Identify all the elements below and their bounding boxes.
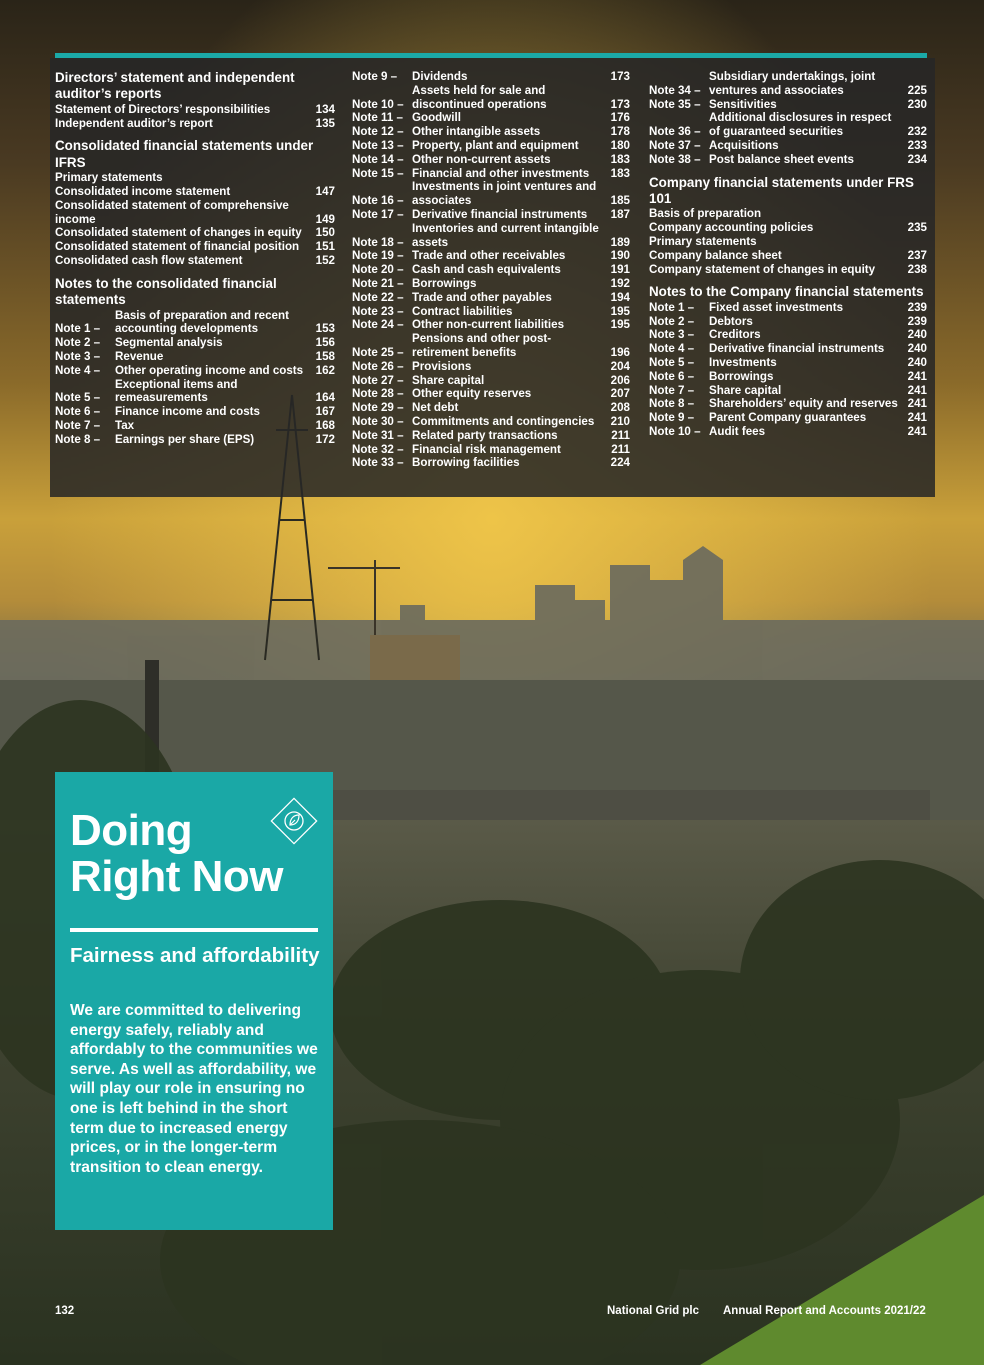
toc-entry-title: Investments in joint ventures and associates bbox=[412, 180, 597, 208]
toc-note-label: Note 36 – bbox=[649, 125, 701, 139]
toc-note-label: Note 24 – bbox=[352, 318, 404, 332]
toc-entry-title: Goodwill bbox=[412, 111, 461, 125]
toc-entry-title: Independent auditor’s report bbox=[55, 116, 213, 130]
toc-note-label: Note 1 – bbox=[649, 300, 695, 314]
toc-column-2 bbox=[352, 70, 630, 470]
toc-entry-title: Exceptional items and remeasurements bbox=[115, 377, 238, 405]
toc-entry-title: Acquisitions bbox=[709, 138, 779, 152]
toc-entry-title: Other equity reserves bbox=[412, 387, 532, 401]
toc-entry-title: Subsidiary undertakings, joint ventures and associates bbox=[709, 70, 876, 97]
toc-entry-title: Dividends bbox=[412, 70, 468, 83]
toc-note-label: Note 22 – bbox=[352, 290, 404, 304]
toc-note-label: Note 7 – bbox=[649, 383, 695, 397]
toc-page-number: 224 bbox=[610, 456, 630, 470]
toc-entry[interactable] bbox=[649, 263, 927, 277]
toc-entry-title: Borrowings bbox=[709, 369, 774, 383]
toc-section-heading: Notes to the consolidated financial statements bbox=[55, 275, 277, 308]
toc-entry-title: Share capital bbox=[709, 383, 782, 397]
toc-entry[interactable] bbox=[649, 249, 927, 263]
toc-page-number: 185 bbox=[610, 194, 630, 208]
panel-title bbox=[70, 808, 283, 900]
toc-note-entry[interactable] bbox=[55, 364, 335, 378]
toc-entry-title: Borrowings bbox=[412, 276, 477, 290]
toc-page-number: 241 bbox=[907, 397, 927, 411]
toc-note-label: Note 5 – bbox=[649, 355, 695, 369]
panel-divider bbox=[70, 928, 318, 932]
toc-section-heading: Notes to the Company financial statements bbox=[649, 284, 924, 300]
toc-section-heading: Company financial statements under FRS 101 bbox=[649, 174, 914, 206]
toc-note-label: Note 8 – bbox=[55, 432, 101, 446]
toc-entry-title: Trade and other payables bbox=[412, 290, 552, 304]
toc-note-label: Note 34 – bbox=[649, 83, 701, 97]
toc-note-entry[interactable] bbox=[649, 301, 927, 315]
toc-entry-title: Derivative financial instruments bbox=[709, 342, 885, 356]
toc-entry-title: Consolidated income statement bbox=[55, 185, 231, 199]
toc-note-entry[interactable] bbox=[352, 374, 630, 388]
toc-entry-title: Other non-current assets bbox=[412, 152, 551, 166]
toc-page-number: 239 bbox=[907, 300, 927, 314]
toc-note-entry[interactable] bbox=[649, 370, 927, 384]
toc-note-entry[interactable] bbox=[352, 401, 630, 415]
toc-entry[interactable] bbox=[55, 199, 335, 227]
toc-entry-title: Property, plant and equipment bbox=[412, 138, 579, 152]
panel-title-line-2: Right Now bbox=[70, 852, 284, 901]
toc-note-entry[interactable] bbox=[649, 98, 927, 112]
toc-note-label: Note 32 – bbox=[352, 442, 404, 456]
toc-note-label: Note 20 – bbox=[352, 263, 404, 277]
toc-page-number: 234 bbox=[907, 152, 927, 166]
toc-entry-title: Consolidated cash flow statement bbox=[55, 254, 243, 267]
toc-entry[interactable] bbox=[649, 207, 927, 221]
toc-page-number: 195 bbox=[610, 304, 630, 318]
toc-page-number: 189 bbox=[610, 235, 630, 249]
toc-note-label: Note 29 – bbox=[352, 401, 404, 415]
toc-page-number: 183 bbox=[610, 152, 630, 166]
toc-page-number: 135 bbox=[315, 116, 335, 130]
toc-page-number: 239 bbox=[907, 314, 927, 328]
toc-page-number: 178 bbox=[610, 125, 630, 139]
toc-note-entry[interactable] bbox=[649, 139, 927, 153]
toc-note-entry[interactable] bbox=[352, 456, 630, 470]
toc-entry-title: Investments bbox=[709, 355, 777, 369]
toc-column-3 bbox=[649, 70, 927, 439]
toc-entry-title: Creditors bbox=[709, 328, 761, 342]
toc-note-entry[interactable] bbox=[649, 425, 927, 439]
footer-company: National Grid plc bbox=[607, 1305, 700, 1317]
toc-column-1 bbox=[55, 70, 335, 447]
toc-note-entry[interactable] bbox=[352, 291, 630, 305]
toc-note-label: Note 28 – bbox=[352, 387, 404, 401]
toc-note-entry[interactable] bbox=[352, 387, 630, 401]
toc-entry-title: Debtors bbox=[709, 314, 753, 328]
toc-page-number: 237 bbox=[907, 248, 927, 262]
toc-note-entry[interactable] bbox=[352, 443, 630, 457]
toc-page-number: 225 bbox=[907, 83, 927, 97]
toc-entry-title: Company balance sheet bbox=[649, 248, 782, 262]
toc-note-label: Note 10 – bbox=[649, 424, 701, 438]
toc-section-heading: Directors’ statement and independent auditor’s reports bbox=[55, 70, 295, 102]
toc-note-entry[interactable] bbox=[55, 405, 335, 419]
toc-note-label: Note 25 – bbox=[352, 345, 404, 359]
toc-note-label: Note 6 – bbox=[649, 369, 695, 383]
toc-page-number: 233 bbox=[907, 138, 927, 152]
toc-entry-title: Cash and cash equivalents bbox=[412, 263, 561, 277]
toc-entry-title: Other operating income and costs bbox=[115, 363, 304, 377]
toc-note-label: Note 18 – bbox=[352, 235, 404, 249]
toc-entry-title: Assets held for sale and discontinued operations bbox=[412, 83, 547, 111]
toc-entry-title: Pensions and other post-retirement benefits bbox=[412, 332, 552, 359]
toc-page-number: 191 bbox=[610, 263, 630, 277]
toc-note-entry[interactable] bbox=[352, 180, 630, 208]
toc-note-label: Note 10 – bbox=[352, 97, 404, 111]
toc-page-number: 149 bbox=[315, 212, 335, 226]
toc-note-entry[interactable] bbox=[649, 397, 927, 411]
toc-note-label: Note 27 – bbox=[352, 373, 404, 387]
toc-note-entry[interactable] bbox=[352, 318, 630, 332]
toc-entry-title: Parent Company guarantees bbox=[709, 411, 867, 425]
toc-entry[interactable] bbox=[55, 226, 335, 240]
toc-entry-title: Financial risk management bbox=[412, 442, 561, 456]
toc-page-number: 158 bbox=[315, 350, 335, 363]
toc-entry-title: Share capital bbox=[412, 373, 485, 387]
toc-page-number: 190 bbox=[610, 249, 630, 263]
toc-note-label: Note 8 – bbox=[649, 397, 695, 411]
toc-page-number: 187 bbox=[610, 207, 630, 221]
toc-section-heading: Consolidated financial statements under IFRS bbox=[55, 138, 314, 170]
toc-page-number: 235 bbox=[907, 221, 927, 235]
toc-note-entry[interactable] bbox=[352, 263, 630, 277]
toc-page-number: 196 bbox=[610, 345, 630, 359]
toc-note-entry[interactable] bbox=[649, 411, 927, 425]
toc-entry-title: Company accounting policies bbox=[649, 221, 814, 235]
toc-note-entry[interactable] bbox=[649, 384, 927, 398]
toc-page-number: 150 bbox=[315, 226, 335, 240]
toc-note-label: Note 16 – bbox=[352, 194, 404, 208]
toc-entry-title: Derivative financial instruments bbox=[412, 207, 588, 221]
panel-subtitle: Fairness and affordability bbox=[70, 944, 320, 967]
toc-page-number: 241 bbox=[907, 383, 927, 397]
toc-entry-title: Provisions bbox=[412, 359, 472, 373]
toc-note-label: Note 37 – bbox=[649, 138, 701, 152]
toc-note-label: Note 3 – bbox=[649, 328, 695, 342]
toc-note-entry[interactable] bbox=[649, 356, 927, 370]
toc-note-entry[interactable] bbox=[352, 84, 630, 112]
toc-note-label: Note 7 – bbox=[55, 418, 101, 432]
toc-entry[interactable] bbox=[55, 254, 335, 268]
toc-entry[interactable] bbox=[649, 221, 927, 235]
toc-note-entry[interactable] bbox=[352, 139, 630, 153]
toc-note-label: Note 2 – bbox=[55, 336, 101, 350]
toc-note-label: Note 3 – bbox=[55, 350, 101, 363]
toc-note-entry[interactable] bbox=[649, 342, 927, 356]
page-number: 132 bbox=[55, 1305, 75, 1317]
toc-page-number: 162 bbox=[315, 363, 335, 377]
toc-page-number: 180 bbox=[610, 138, 630, 152]
toc-entry-title: Other non-current liabilities bbox=[412, 318, 565, 332]
toc-note-entry[interactable] bbox=[55, 336, 335, 350]
toc-page-number: 194 bbox=[610, 290, 630, 304]
toc-page-number: 147 bbox=[315, 185, 335, 199]
toc-note-entry[interactable] bbox=[352, 153, 630, 167]
toc-page-number: 207 bbox=[610, 387, 630, 401]
toc-note-label: Note 4 – bbox=[649, 342, 695, 356]
toc-note-label: Note 15 – bbox=[352, 166, 404, 180]
toc-note-entry[interactable] bbox=[352, 332, 630, 360]
toc-note-entry[interactable] bbox=[55, 309, 335, 337]
toc-note-entry[interactable] bbox=[649, 315, 927, 329]
toc-entry[interactable] bbox=[55, 117, 335, 131]
toc-note-entry[interactable] bbox=[649, 111, 927, 139]
toc-note-label: Note 12 – bbox=[352, 125, 404, 139]
doing-right-now-panel bbox=[55, 772, 333, 1230]
panel-title-line-1: Doing bbox=[70, 806, 193, 855]
toc-note-entry[interactable] bbox=[352, 249, 630, 263]
toc-note-label: Note 38 – bbox=[649, 152, 701, 166]
toc-page-number: 211 bbox=[611, 442, 630, 456]
toc-note-entry[interactable] bbox=[55, 433, 335, 447]
toc-note-label: Note 9 – bbox=[352, 70, 398, 83]
toc-page-number: 156 bbox=[315, 336, 335, 350]
toc-entry-title: Segmental analysis bbox=[115, 336, 223, 350]
toc-entry-title: Other intangible assets bbox=[412, 125, 541, 139]
toc-entry-title: Basis of preparation bbox=[649, 207, 762, 221]
toc-page-number: 164 bbox=[315, 391, 335, 405]
toc-note-entry[interactable] bbox=[352, 70, 630, 84]
toc-page-number: 172 bbox=[315, 432, 335, 446]
toc-page-number: 232 bbox=[907, 125, 927, 139]
toc-entry-title: Contract liabilities bbox=[412, 304, 513, 318]
toc-entry[interactable] bbox=[55, 185, 335, 199]
toc-entry-title: Commitments and contingencies bbox=[412, 414, 595, 428]
toc-entry[interactable] bbox=[55, 240, 335, 254]
toc-note-label: Note 9 – bbox=[649, 411, 695, 425]
toc-entry-title: Statement of Directors’ responsibilities bbox=[55, 102, 271, 116]
toc-page-number: 134 bbox=[315, 102, 335, 116]
toc-note-label: Note 6 – bbox=[55, 405, 101, 419]
toc-entry-title: Net debt bbox=[412, 401, 459, 415]
toc-note-label: Note 1 – bbox=[55, 322, 101, 336]
toc-note-entry[interactable] bbox=[55, 350, 335, 364]
toc-note-entry[interactable] bbox=[352, 111, 630, 125]
toc-note-label: Note 23 – bbox=[352, 304, 404, 318]
toc-note-label: Note 14 – bbox=[352, 152, 404, 166]
toc-page-number: 204 bbox=[610, 359, 630, 373]
toc-entry-title: Primary statements bbox=[55, 171, 163, 185]
toc-page-number: 195 bbox=[610, 318, 630, 332]
toc-page-number: 230 bbox=[907, 97, 927, 111]
toc-entry-title: Audit fees bbox=[709, 424, 766, 438]
toc-note-label: Note 17 – bbox=[352, 207, 404, 221]
toc-page-number: 238 bbox=[907, 262, 927, 276]
toc-page-number: 241 bbox=[907, 424, 927, 438]
toc-page-number: 167 bbox=[315, 405, 335, 419]
toc-note-label: Note 31 – bbox=[352, 428, 404, 442]
toc-page-number: 211 bbox=[611, 428, 630, 442]
toc-entry-title: Borrowing facilities bbox=[412, 456, 520, 470]
toc-note-entry[interactable] bbox=[649, 153, 927, 167]
toc-entry-title: Consolidated statement of changes in equity bbox=[55, 226, 302, 240]
toc-entry-title: Inventories and current intangible assets bbox=[412, 221, 599, 249]
toc-page-number: 240 bbox=[907, 342, 927, 356]
toc-note-entry[interactable] bbox=[352, 360, 630, 374]
toc-note-label: Note 33 – bbox=[352, 456, 404, 470]
toc-note-entry[interactable] bbox=[352, 222, 630, 250]
toc-page-number: 192 bbox=[610, 276, 630, 290]
toc-note-entry[interactable] bbox=[649, 328, 927, 342]
toc-page-number: 168 bbox=[315, 418, 335, 432]
toc-page-number: 240 bbox=[907, 328, 927, 342]
toc-note-label: Note 30 – bbox=[352, 414, 404, 428]
toc-note-entry[interactable] bbox=[352, 415, 630, 429]
toc-note-label: Note 11 – bbox=[352, 111, 403, 125]
toc-entry-title: Shareholders’ equity and reserves bbox=[709, 397, 898, 411]
toc-entry-title: Fixed asset investments bbox=[709, 300, 844, 314]
toc-note-entry[interactable] bbox=[352, 125, 630, 139]
toc-entry-title: Trade and other receivables bbox=[412, 249, 566, 263]
toc-note-entry[interactable] bbox=[352, 305, 630, 319]
toc-note-entry[interactable] bbox=[352, 167, 630, 181]
toc-page-number: 151 bbox=[315, 240, 335, 254]
toc-entry-title: Primary statements bbox=[649, 234, 757, 248]
toc-page-number: 173 bbox=[610, 70, 630, 83]
toc-note-label: Note 4 – bbox=[55, 363, 101, 377]
toc-page-number: 173 bbox=[610, 97, 630, 111]
toc-entry-title: Revenue bbox=[115, 350, 164, 363]
toc-page-number: 241 bbox=[907, 369, 927, 383]
toc-page-number: 241 bbox=[907, 411, 927, 425]
toc-note-entry[interactable] bbox=[352, 208, 630, 222]
toc-page-number: 153 bbox=[315, 322, 335, 336]
toc-note-label: Note 2 – bbox=[649, 314, 695, 328]
toc-page-number: 183 bbox=[610, 166, 630, 180]
toc-entry-title: Consolidated statement of financial position bbox=[55, 240, 300, 254]
toc-page-number: 176 bbox=[610, 111, 630, 125]
toc-page-number: 210 bbox=[610, 414, 630, 428]
toc-entry-title: Finance income and costs bbox=[115, 405, 260, 419]
toc-note-entry[interactable] bbox=[649, 70, 927, 98]
toc-note-entry[interactable] bbox=[352, 277, 630, 291]
toc-entry-title: Post balance sheet events bbox=[709, 152, 854, 166]
toc-note-label: Note 21 – bbox=[352, 276, 404, 290]
table-of-contents bbox=[50, 58, 935, 497]
toc-note-label: Note 13 – bbox=[352, 138, 404, 152]
toc-entry-title: Company statement of changes in equity bbox=[649, 262, 876, 276]
footer-report-title: Annual Report and Accounts 2021/22 bbox=[723, 1305, 926, 1317]
toc-entry-title: Tax bbox=[115, 418, 135, 432]
toc-entry-title: Earnings per share (EPS) bbox=[115, 432, 255, 446]
toc-entry-title: Additional disclosures in respect of guaranteed securities bbox=[709, 111, 892, 139]
toc-entry[interactable] bbox=[55, 103, 335, 117]
toc-page-number: 152 bbox=[315, 254, 335, 267]
toc-entry-title: Basis of preparation and recent accounting developments bbox=[115, 308, 289, 336]
toc-entry[interactable] bbox=[55, 171, 335, 185]
toc-note-entry[interactable] bbox=[352, 429, 630, 443]
toc-page-number: 240 bbox=[907, 355, 927, 369]
toc-note-entry[interactable] bbox=[55, 419, 335, 433]
toc-entry-title: Financial and other investments bbox=[412, 166, 590, 180]
toc-note-label: Note 26 – bbox=[352, 359, 404, 373]
toc-entry-title: Consolidated statement of comprehensive income bbox=[55, 198, 289, 226]
toc-entry-title: Sensitivities bbox=[709, 97, 777, 111]
toc-note-entry[interactable] bbox=[55, 378, 335, 406]
toc-page-number: 208 bbox=[610, 401, 630, 415]
toc-entry-title: Related party transactions bbox=[412, 428, 558, 442]
toc-note-label: Note 19 – bbox=[352, 249, 404, 263]
panel-body-text: We are committed to delivering energy safely, reliably and affordably to the communities we serve. As well as affordability, we will play our role in ensuring no one is left behind in the short term due to increased energy prices, or in the longer-term transition to clean energy. bbox=[70, 1002, 318, 1176]
toc-note-label: Note 35 – bbox=[649, 97, 701, 111]
toc-note-label: Note 5 – bbox=[55, 391, 101, 405]
toc-page-number: 206 bbox=[610, 373, 630, 387]
toc-entry[interactable] bbox=[649, 235, 927, 249]
